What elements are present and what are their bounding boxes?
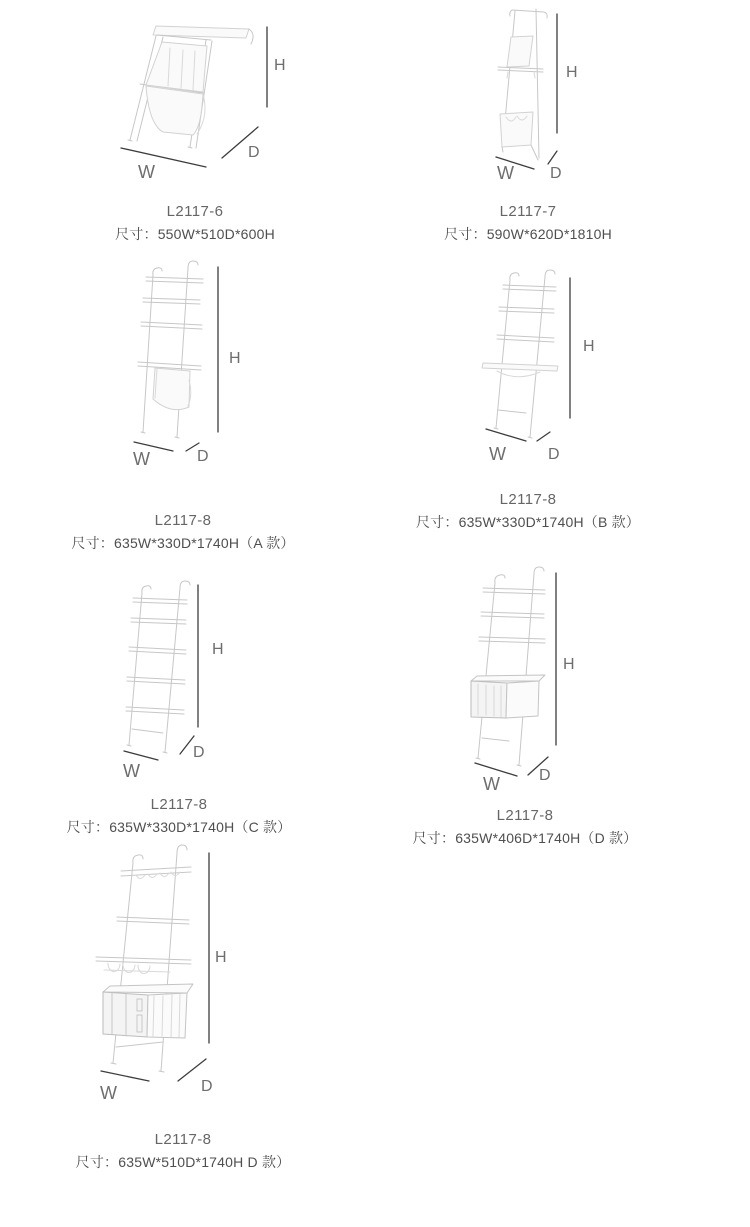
size-spec: 尺寸：635W*330D*1740H（B 款） [415,514,641,530]
sketch-ladder-shelf-with-cabinet [471,567,556,776]
height-label: H [215,949,227,966]
caption-l2117-8-b [358,490,698,532]
caption-l2117-8-d2 [13,1130,353,1172]
width-dimension-line [124,751,158,760]
depth-label: D [201,1078,213,1095]
depth-dimension-line [180,736,194,754]
model-number: L2117-8 [154,1131,212,1148]
sketch-ladder-shelf-with-sling [134,261,218,451]
depth-label: D [550,165,562,182]
size-spec: 尺寸：635W*330D*1740H（A 款） [71,535,295,551]
size-spec: 尺寸：635W*330D*1740H（C 款） [66,819,292,835]
depth-dimension-line [548,151,557,164]
height-label: H [583,338,595,355]
width-dimension-line [486,429,526,441]
width-label: W [497,163,514,183]
height-label: H [563,656,575,673]
sketch-ladder-shelf-with-desk [482,270,570,441]
caption-l2117-7 [358,202,698,244]
size-spec: 尺寸：590W*620D*1810H [444,226,612,242]
depth-label: D [197,448,209,465]
depth-dimension-line [537,432,550,441]
height-label: H [212,641,224,658]
width-label: W [100,1083,117,1103]
sketch-coat-rack-ladder [496,9,557,169]
width-label: W [138,162,155,182]
width-label: W [123,761,140,781]
depth-label: D [539,767,551,784]
caption-l2117-8-d [355,806,695,848]
width-label: W [483,774,500,794]
model-number: L2117-7 [499,203,557,220]
depth-label: D [248,144,260,161]
size-spec: 尺寸：635W*406D*1740H（D 款） [412,830,638,846]
caption-l2117-8-c [9,795,349,837]
width-dimension-line [121,148,206,167]
model-number: L2117-8 [154,512,212,529]
height-label: H [566,64,578,81]
depth-label: D [548,446,560,463]
height-label: H [229,350,241,367]
sketch-magazine-rack [121,26,267,167]
model-number: L2117-8 [499,491,557,508]
width-dimension-line [101,1071,149,1081]
size-spec: 尺寸：635W*510D*1740H D 款） [75,1154,291,1170]
depth-label: D [193,744,205,761]
width-label: W [489,444,506,464]
model-number: L2117-6 [166,203,224,220]
width-label: W [133,449,150,469]
caption-l2117-8-a [13,511,353,553]
sketch-ladder-bar-cabinet [96,845,209,1081]
height-label: H [274,57,286,74]
caption-l2117-6 [25,202,365,244]
sketch-ladder-shelf-five-tier [124,581,198,760]
size-spec: 尺寸：550W*510D*600H [115,226,275,242]
model-number: L2117-8 [150,796,208,813]
model-number: L2117-8 [496,807,554,824]
